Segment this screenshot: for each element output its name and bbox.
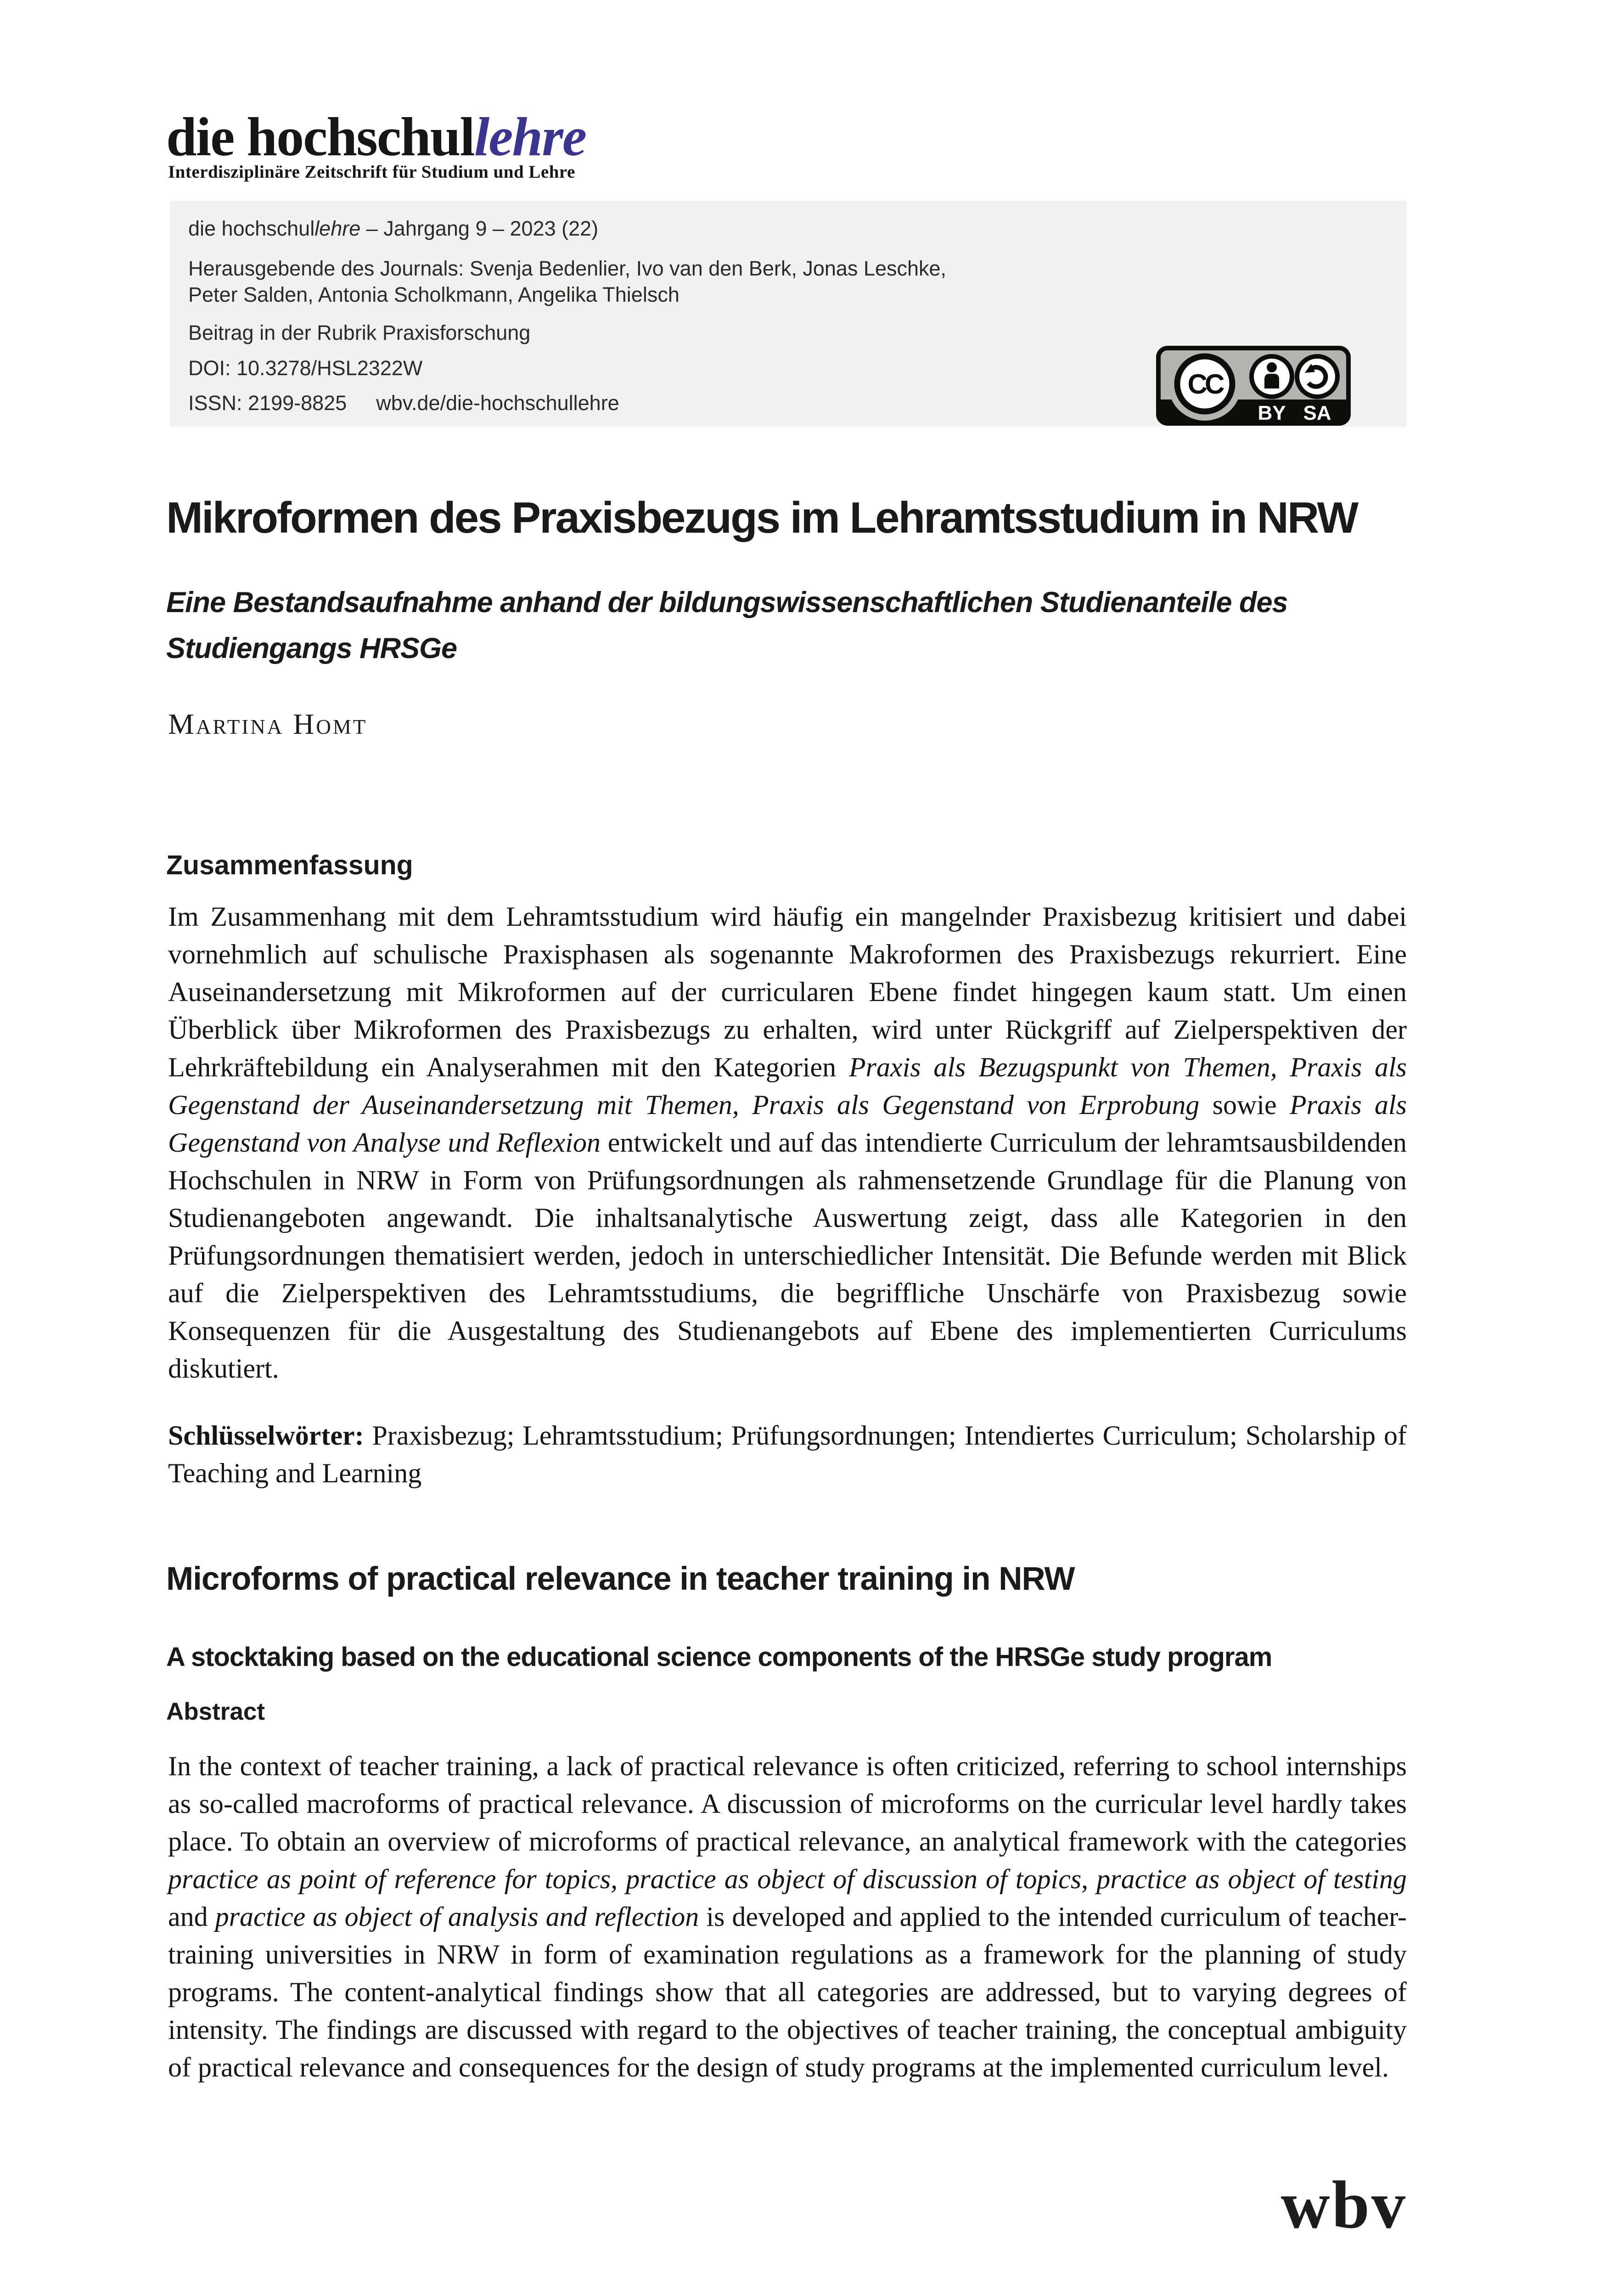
abstract-de-heading: Zusammenfassung: [166, 850, 413, 880]
publisher-logo: wbv: [1280, 2167, 1407, 2243]
author-name: Martina Homt: [168, 708, 368, 740]
rubric-line: Beitrag in der Rubrik Praxisforschung: [188, 321, 531, 344]
english-subtitle: A stocktaking based on the educational science components of the HRSGe study program: [166, 1642, 1272, 1672]
issn-value: ISSN: 2199-8825: [188, 391, 347, 415]
abstract-en-heading: Abstract: [166, 1698, 265, 1725]
editors-line-1: Herausgebende des Journals: Svenja Bedenlier, Ivo van den Berk, Jonas Leschke,: [188, 257, 947, 280]
journal-logo-subtitle: Interdisziplinäre Zeitschrift für Studium und Lehre: [168, 162, 575, 182]
article-subtitle: Eine Bestandsaufnahme anhand der bildungswissenschaftlichen Studienanteile des Studiengangs HRSGe: [166, 586, 1288, 664]
keywords-list: Praxisbezug; Lehramtsstudium; Prüfungsordnungen; Intendiertes Curriculum; Scholarship of Teaching and Learning: [168, 1420, 1407, 1488]
cc-by-label: BY: [1258, 402, 1286, 424]
issue-line: die hochschullehre – Jahrgang 9 – 2023 (22): [188, 217, 599, 240]
cc-sa-label: SA: [1303, 402, 1331, 424]
journal-logo-main: die hochschul: [166, 106, 474, 167]
journal-logo-accent: lehre: [474, 106, 586, 167]
cc-sa-arrow-icon: [1297, 356, 1337, 397]
english-title: Microforms of practical relevance in teacher training in NRW: [166, 1561, 1075, 1597]
cc-by-sa-icon: [1156, 345, 1351, 426]
issn-url-line: [188, 392, 619, 415]
journal-url: wbv.de/die-hochschullehre: [376, 391, 619, 415]
cc-license-badge: [1156, 345, 1351, 426]
doi-line: DOI: 10.3278/HSL2322W: [188, 356, 423, 380]
keywords-label: Schlüsselwörter:: [168, 1420, 364, 1451]
keywords-line: [168, 1417, 1407, 1492]
svg-text:CC: CC: [1187, 369, 1222, 400]
editors-line-2: Peter Salden, Antonia Scholkmann, Angelika Thielsch: [188, 283, 680, 306]
abstract-en-text: In the context of teacher training, a lack of practical relevance is often criticized, referring to school internships as so-called macroforms of practical relevance. A discussion of microforms on the curricular level hardly takes place. To obtain an overview of microforms of practical relevance, an analytical framework with the categories practice as point of reference for topics, practice as object of discussion of topics, practice as object of testing and practice as object of analysis and reflection is developed and applied to the intended curriculum of teacher-training universities in NRW in form of examination regulations as a framework for the planning of study programs. The content-analytical findings show that all categories are addressed, but to varying degrees of intensity. The findings are discussed with regard to the objectives of teacher training, the conceptual ambiguity of practical relevance and consequences for the design of study programs at the implemented curriculum level.: [168, 1751, 1407, 2082]
cc-by-person-icon: [1252, 356, 1292, 397]
cc-icon: [1177, 356, 1232, 411]
article-title: Mikroformen des Praxisbezugs im Lehramtsstudium in NRW: [166, 493, 1358, 542]
abstract-de-text: Im Zusammenhang mit dem Lehramtsstudium wird häufig ein mangelnder Praxisbezug kritisiert und dabei vornehmlich auf schulische Praxisphasen als sogenannte Makroformen des Praxisbezugs rekurriert. Eine Auseinandersetzung mit Mikroformen auf der curricularen Ebene findet hingegen kaum statt. Um einen Überblick über Mikroformen des Praxisbezugs zu erhalten, wird unter Rückgriff auf Zielperspektiven der Lehrkräftebildung ein Analyserahmen mit den Kategorien Praxis als Bezugspunkt von Themen, Praxis als Gegenstand der Auseinandersetzung mit Themen, Praxis als Gegenstand von Erprobung sowie Praxis als Gegenstand von Analyse und Reflexion entwickelt und auf das intendierte Curriculum der lehramtsausbildenden Hochschulen in NRW in Form von Prüfungsordnungen als rahmensetzende Grundlage für die Planung von Studienangeboten angewandt. Die inhaltsanalytische Auswertung zeigt, dass alle Kategorien in den Prüfungsordnungen thematisiert werden, jedoch in unterschiedlicher Intensität. Die Befunde werden mit Blick auf die Zielperspektiven des Lehramtsstudiums, die begriffliche Unschärfe von Praxisbezug sowie Konsequenzen für die Ausgestaltung des Studienangebots auf Ebene des implementierten Curriculums diskutiert.: [168, 901, 1407, 1384]
journal-logo: [166, 106, 586, 167]
